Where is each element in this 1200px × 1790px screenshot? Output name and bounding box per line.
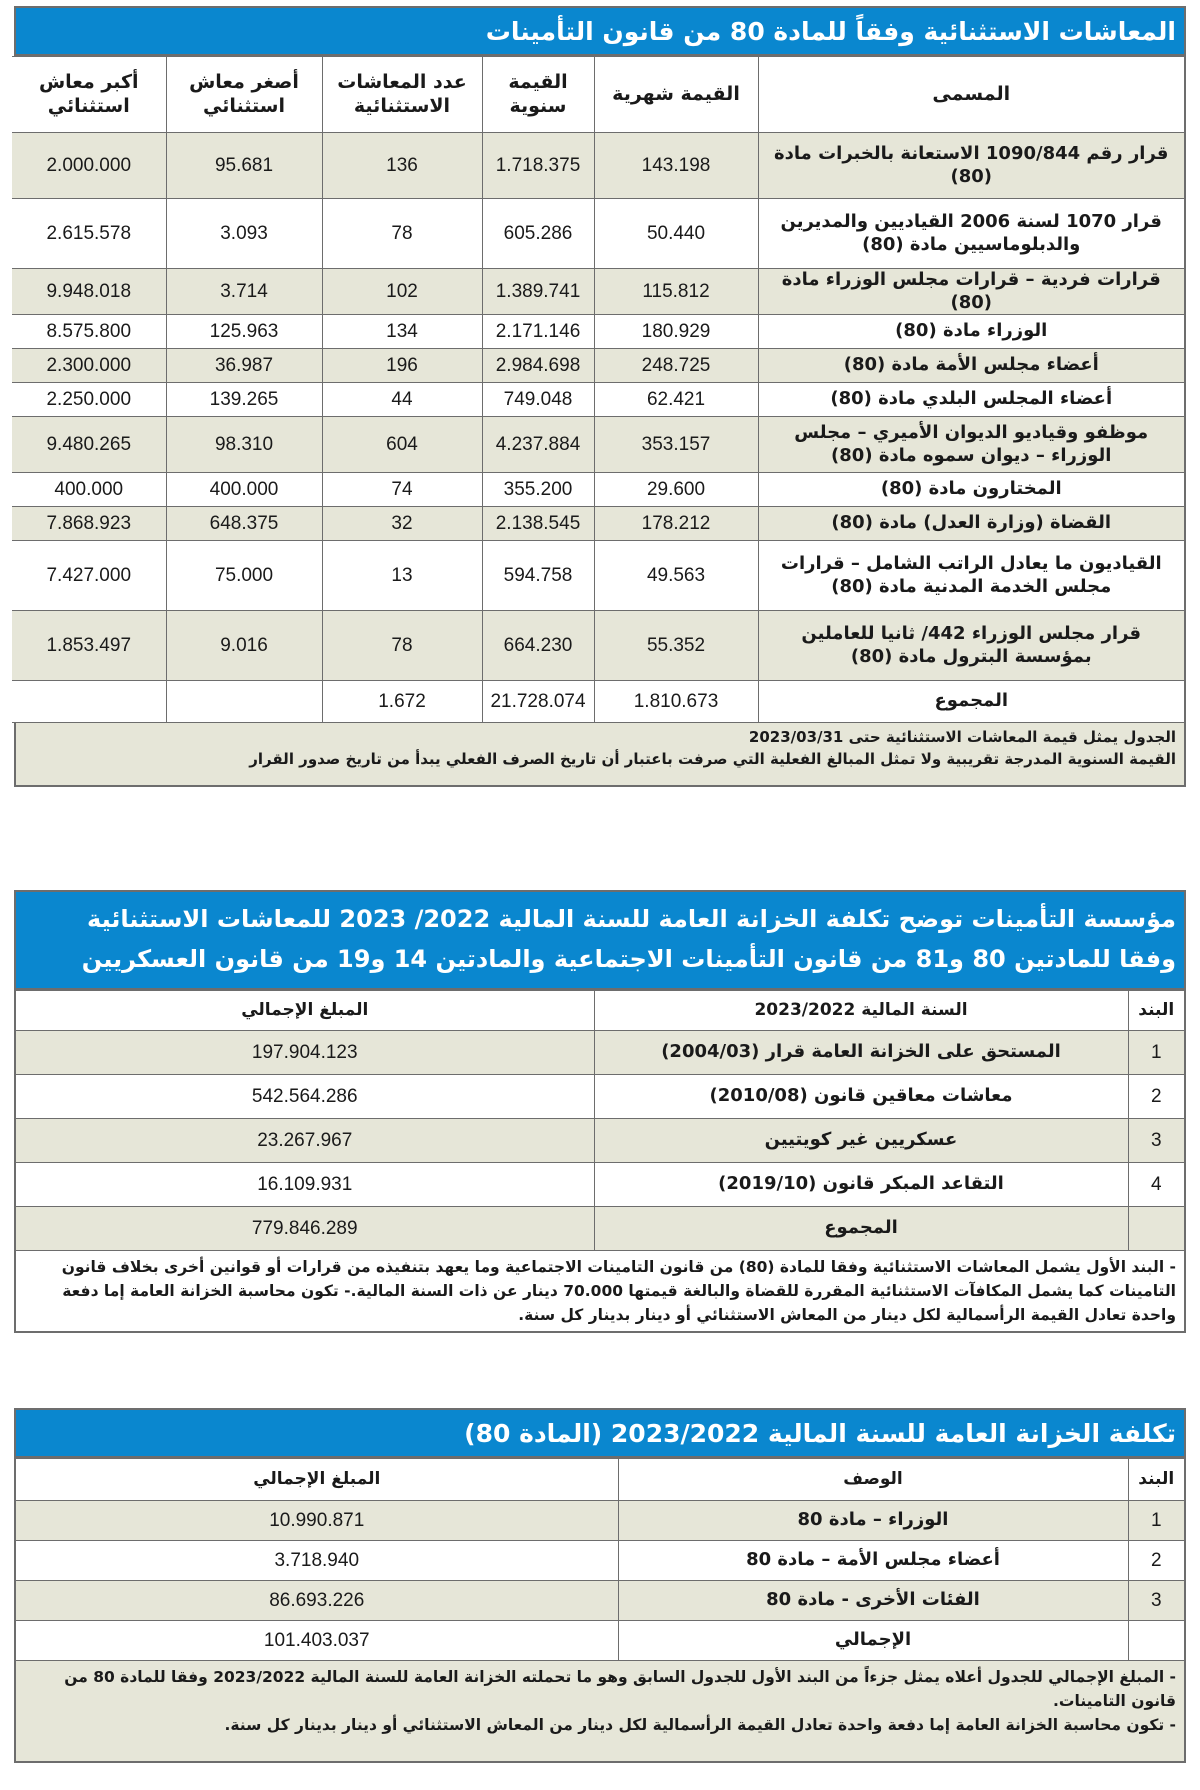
row-max-pension: 1.853.497: [12, 611, 166, 681]
row-name: أعضاء مجلس الأمة مادة (80): [758, 349, 1184, 383]
row-name: قرارات فردية – قرارات مجلس الوزراء مادة (80): [758, 269, 1184, 315]
total-amount: 779.846.289: [16, 1207, 594, 1251]
total-item: [1128, 1621, 1184, 1661]
row-item-number: 1: [1128, 1501, 1184, 1541]
row-min-pension: 3.714: [166, 269, 322, 315]
row-count: 196: [322, 349, 482, 383]
header-desc: السنة المالية 2023/2022: [594, 991, 1128, 1031]
row-amount: 3.718.940: [16, 1541, 618, 1581]
table3-notes: [16, 1661, 1184, 1761]
table-row: [12, 473, 1184, 507]
total-row: [12, 681, 1184, 723]
row-name: موظفو وقياديو الديوان الأميري – مجلس الوزراء – ديوان سموه مادة (80): [758, 417, 1184, 473]
row-max-pension: 2.000.000: [12, 133, 166, 199]
row-description: أعضاء مجلس الأمة – مادة 80: [618, 1541, 1128, 1581]
treasury-cost-table: [16, 990, 1184, 1251]
row-min-pension: 9.016: [166, 611, 322, 681]
row-max-pension: 2.250.000: [12, 383, 166, 417]
header-count: عدد المعاشات الاستثنائية: [322, 57, 482, 133]
table-row: [16, 1581, 1184, 1621]
table2-title-line: وفقا للمادتين 80 و81 من قانون التأمينات الاجتماعية والمادتين 14 و19 من قانون العسكريين: [81, 945, 1176, 973]
table-row: [16, 1541, 1184, 1581]
row-monthly-value: 115.812: [594, 269, 758, 315]
row-min-pension: 125.963: [166, 315, 322, 349]
row-name: القضاة (وزارة العدل) مادة (80): [758, 507, 1184, 541]
total-annual: 21.728.074: [482, 681, 594, 723]
table3-title-text: تكلفة الخزانة العامة للسنة المالية 2023/2022 (المادة 80): [464, 1418, 1176, 1448]
row-annual-value: 4.237.884: [482, 417, 594, 473]
row-min-pension: 95.681: [166, 133, 322, 199]
table-row: [16, 1119, 1184, 1163]
row-count: 74: [322, 473, 482, 507]
table-row: [16, 1501, 1184, 1541]
table-row: [12, 199, 1184, 269]
header-monthly: القيمة شهرية: [594, 57, 758, 133]
row-annual-value: 1.389.741: [482, 269, 594, 315]
row-description: معاشات معاقين قانون (2010/08): [594, 1075, 1128, 1119]
row-monthly-value: 248.725: [594, 349, 758, 383]
table-row: [12, 611, 1184, 681]
article80-treasury-table-block: [14, 1408, 1186, 1763]
total-count: 1.672: [322, 681, 482, 723]
table-row: [12, 417, 1184, 473]
table-row: [16, 1031, 1184, 1075]
header-desc: الوصف: [618, 1459, 1128, 1501]
table-row: [12, 349, 1184, 383]
table1-title: [16, 8, 1184, 56]
row-name: الوزراء مادة (80): [758, 315, 1184, 349]
row-count: 102: [322, 269, 482, 315]
row-min-pension: 36.987: [166, 349, 322, 383]
row-count: 78: [322, 199, 482, 269]
table2-title: [16, 892, 1184, 990]
row-amount: 86.693.226: [16, 1581, 618, 1621]
table3-title: [16, 1410, 1184, 1458]
table1-header-row: [12, 57, 1184, 133]
row-max-pension: 400.000: [12, 473, 166, 507]
row-monthly-value: 180.929: [594, 315, 758, 349]
table1-title-text: المعاشات الاستثنائية وفقاً للمادة 80 من قانون التأمينات: [485, 16, 1176, 46]
row-description: المستحق على الخزانة العامة قرار (2004/03): [594, 1031, 1128, 1075]
row-min-pension: 648.375: [166, 507, 322, 541]
row-name: قرار مجلس الوزراء 442/ ثانيا للعاملين بمؤسسة البترول مادة (80): [758, 611, 1184, 681]
total-label: الإجمالي: [618, 1621, 1128, 1661]
row-monthly-value: 62.421: [594, 383, 758, 417]
row-min-pension: 3.093: [166, 199, 322, 269]
header-item: البند: [1128, 1459, 1184, 1501]
row-annual-value: 605.286: [482, 199, 594, 269]
header-annual: القيمة سنوية: [482, 57, 594, 133]
total-monthly: 1.810.673: [594, 681, 758, 723]
header-item: البند: [1128, 991, 1184, 1031]
table2-note: [16, 1251, 1184, 1331]
row-description: عسكريين غير كويتيين: [594, 1119, 1128, 1163]
table-row: [12, 269, 1184, 315]
row-min-pension: 75.000: [166, 541, 322, 611]
row-max-pension: 7.427.000: [12, 541, 166, 611]
row-max-pension: 2.615.578: [12, 199, 166, 269]
row-name: قرار 1070 لسنة 2006 القياديين والمديرين والدبلوماسيين مادة (80): [758, 199, 1184, 269]
row-item-number: 2: [1128, 1541, 1184, 1581]
treasury-cost-table-block: [14, 890, 1186, 1333]
row-max-pension: 9.948.018: [12, 269, 166, 315]
total-min: [166, 681, 322, 723]
row-monthly-value: 49.563: [594, 541, 758, 611]
row-max-pension: 8.575.800: [12, 315, 166, 349]
row-min-pension: 139.265: [166, 383, 322, 417]
row-name: القياديون ما يعادل الراتب الشامل – قرارات مجلس الخدمة المدنية مادة (80): [758, 541, 1184, 611]
total-row: [16, 1621, 1184, 1661]
exceptional-pensions-table-block: [14, 6, 1186, 787]
row-annual-value: 2.984.698: [482, 349, 594, 383]
header-max: أكبر معاش استثنائي: [12, 57, 166, 133]
row-name: قرار رقم 1090/844 الاستعانة بالخبرات مادة (80): [758, 133, 1184, 199]
article80-treasury-table: [16, 1458, 1184, 1661]
table2-title-line: مؤسسة التأمينات توضح تكلفة الخزانة العامة للسنة المالية 2022/ 2023 للمعاشات الاستثنائية: [87, 905, 1176, 934]
row-item-number: 1: [1128, 1031, 1184, 1075]
row-amount: 10.990.871: [16, 1501, 618, 1541]
row-count: 32: [322, 507, 482, 541]
row-monthly-value: 143.198: [594, 133, 758, 199]
exceptional-pensions-table: [12, 56, 1184, 723]
table-row: [12, 507, 1184, 541]
row-name: أعضاء المجلس البلدي مادة (80): [758, 383, 1184, 417]
total-label: المجموع: [758, 681, 1184, 723]
row-max-pension: 7.868.923: [12, 507, 166, 541]
row-monthly-value: 50.440: [594, 199, 758, 269]
table2-header-row: [16, 991, 1184, 1031]
table-row: [12, 541, 1184, 611]
row-annual-value: 2.138.545: [482, 507, 594, 541]
table1-note-line: القيمة السنوية المدرجة تقريبية ولا تمثل المبالغ الفعلية التي صرفت باعتبار أن تاريخ الصرف الفعلي يبدأ من تاريخ صدور القرار: [249, 749, 1176, 768]
row-monthly-value: 178.212: [594, 507, 758, 541]
table-row: [16, 1075, 1184, 1119]
row-annual-value: 2.171.146: [482, 315, 594, 349]
row-count: 13: [322, 541, 482, 611]
row-monthly-value: 353.157: [594, 417, 758, 473]
table-row: [12, 383, 1184, 417]
table-row: [16, 1163, 1184, 1207]
total-max: [12, 681, 166, 723]
row-count: 78: [322, 611, 482, 681]
header-amount: المبلغ الإجمالي: [16, 1459, 618, 1501]
row-monthly-value: 55.352: [594, 611, 758, 681]
row-item-number: 4: [1128, 1163, 1184, 1207]
row-annual-value: 594.758: [482, 541, 594, 611]
row-description: التقاعد المبكر قانون (2019/10): [594, 1163, 1128, 1207]
row-min-pension: 400.000: [166, 473, 322, 507]
total-row: [16, 1207, 1184, 1251]
total-label: المجموع: [594, 1207, 1128, 1251]
row-annual-value: 355.200: [482, 473, 594, 507]
row-max-pension: 2.300.000: [12, 349, 166, 383]
row-count: 44: [322, 383, 482, 417]
table1-note-line: الجدول يمثل قيمة المعاشات الاستثنائية حتى 2023/03/31: [748, 728, 1176, 746]
table3-note-line: - تكون محاسبة الخزانة العامة إما دفعة واحدة تعادل القيمة الرأسمالية لكل دينار من المعاش الاستثنائي أو دينار بدينار كل سنة.: [224, 1716, 1176, 1735]
table3-header-row: [16, 1459, 1184, 1501]
row-description: الوزراء – مادة 80: [618, 1501, 1128, 1541]
row-count: 136: [322, 133, 482, 199]
row-item-number: 3: [1128, 1581, 1184, 1621]
row-count: 604: [322, 417, 482, 473]
header-amount: المبلغ الإجمالي: [16, 991, 594, 1031]
row-amount: 16.109.931: [16, 1163, 594, 1207]
total-amount: 101.403.037: [16, 1621, 618, 1661]
header-min: أصغر معاش استثنائي: [166, 57, 322, 133]
row-amount: 542.564.286: [16, 1075, 594, 1119]
row-name: المختارون مادة (80): [758, 473, 1184, 507]
row-amount: 197.904.123: [16, 1031, 594, 1075]
table-row: [12, 315, 1184, 349]
table-row: [12, 133, 1184, 199]
row-amount: 23.267.967: [16, 1119, 594, 1163]
row-description: الفئات الأخرى - مادة 80: [618, 1581, 1128, 1621]
table3-note-line: - المبلغ الإجمالي للجدول أعلاه يمثل جزءاً من البند الأول للجدول السابق وهو ما تحملته الخزانة العامة للسنة المالية 2023/2022 وفقا للمادة 80 من قانون التامينات.: [64, 1668, 1176, 1711]
row-max-pension: 9.480.265: [12, 417, 166, 473]
row-min-pension: 98.310: [166, 417, 322, 473]
row-monthly-value: 29.600: [594, 473, 758, 507]
total-item: [1128, 1207, 1184, 1251]
header-name: المسمى: [758, 57, 1184, 133]
row-annual-value: 664.230: [482, 611, 594, 681]
row-item-number: 2: [1128, 1075, 1184, 1119]
table2-note-text: - البند الأول يشمل المعاشات الاستثنائية وفقا للمادة (80) من قانون التامينات الاجتماعية وما يعهد بتنفيذه من قرارات أو قوانين أخرى بخلاف قانون التامينات كما يشمل المكافآت الاستثنائية المقررة للقضاة والبالغة قيمتها 70.000 دينار عن ذات السنة المالية.- تكون محاسبة الخزانة العامة إما دفعة واحدة تعادل القيمة الرأسمالية لكل دينار من المعاش الاستثنائي أو دينار بدينار كل سنة.: [61, 1258, 1176, 1325]
row-count: 134: [322, 315, 482, 349]
row-item-number: 3: [1128, 1119, 1184, 1163]
row-annual-value: 1.718.375: [482, 133, 594, 199]
table1-notes: [16, 723, 1184, 785]
row-annual-value: 749.048: [482, 383, 594, 417]
